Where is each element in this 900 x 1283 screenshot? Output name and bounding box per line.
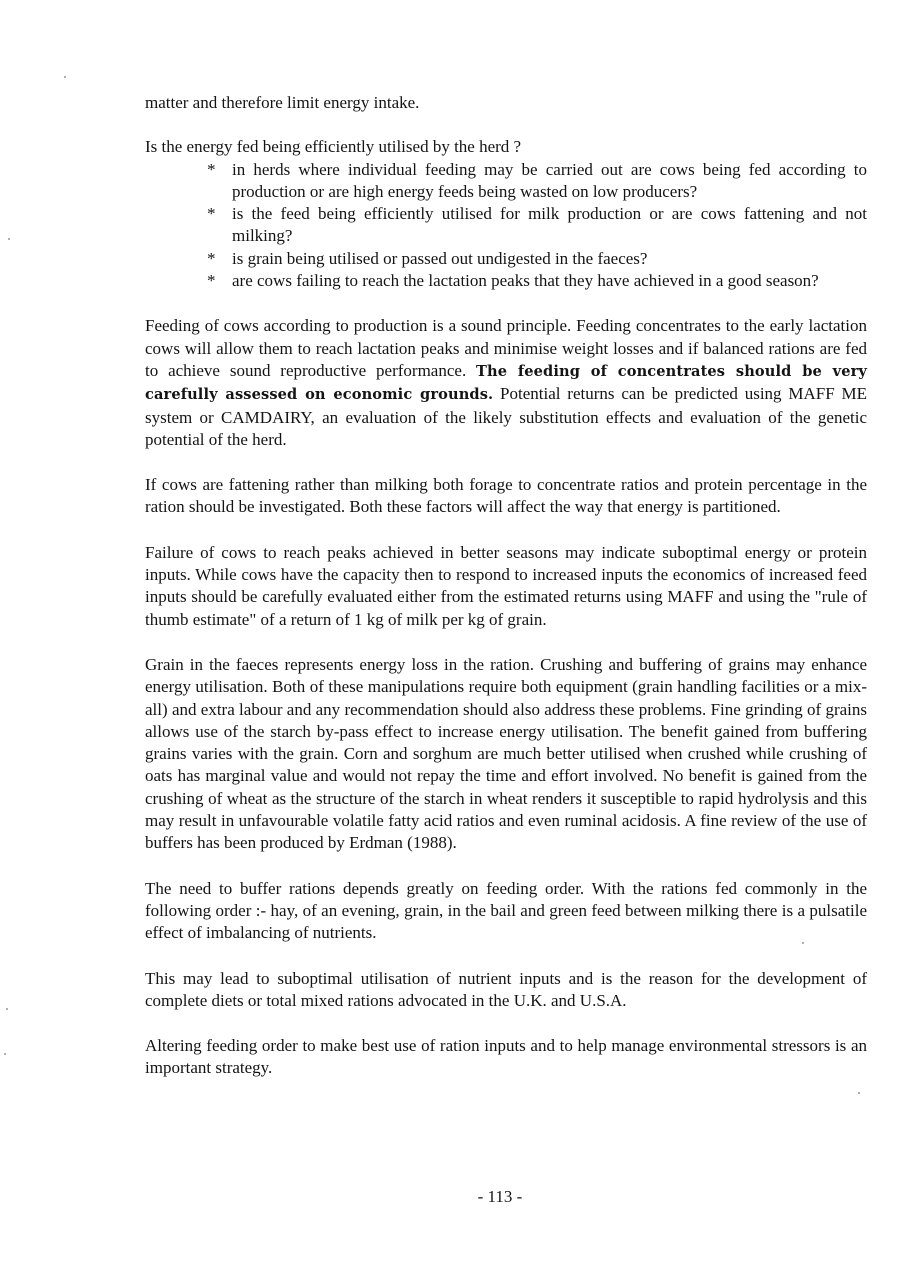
list-item bbox=[207, 203, 867, 248]
scan-speck bbox=[802, 942, 804, 944]
bullet-marker: * bbox=[207, 248, 216, 268]
scan-speck bbox=[8, 238, 10, 240]
paragraph-feeding-production bbox=[145, 315, 867, 451]
scan-speck bbox=[64, 76, 66, 78]
bullet-marker: * bbox=[207, 204, 216, 224]
emphasis-text: The feeding of concentrates should be very carefully assessed on economic grounds. bbox=[145, 362, 867, 404]
document-body bbox=[145, 92, 867, 1080]
scan-speck bbox=[6, 1008, 8, 1010]
paragraph-complete-diets: This may lead to suboptimal utilisation of nutrient inputs and is the reason for the development of complete diets or total mixed rations advocated in the U.K. and U.S.A. bbox=[145, 968, 867, 1010]
list-item bbox=[207, 270, 867, 292]
paragraph-text: Potential returns can be predicted using MAFF ME system or CAMDAIRY, an evaluation of the likely substitution effects and evaluation of the genetic potential of the herd. bbox=[145, 384, 867, 449]
scan-speck bbox=[4, 1053, 6, 1055]
page-number: - 113 - bbox=[477, 1187, 523, 1206]
paragraph-strategy: Altering feeding order to make best use of ration inputs and to help manage environmental stressors is an important strategy. bbox=[145, 1036, 867, 1078]
question-list bbox=[145, 159, 867, 293]
scan-speck bbox=[858, 1092, 860, 1094]
paragraph-lactation-peaks: Failure of cows to reach peaks achieved in better seasons may indicate suboptimal energy or protein inputs. While cows have the capacity then to respond to increased inputs the economics of increased feed inputs should be carefully evaluated either from the estimated returns using MAFF and using the "rule of thumb estimate" of a return of 1 kg of milk per kg of grain. bbox=[145, 542, 867, 629]
bullet-text: in herds where individual feeding may be carried out are cows being fed according to production or are high energy feeds being wasted on low producers? bbox=[232, 159, 867, 201]
bullet-marker: * bbox=[207, 271, 216, 291]
bullet-marker: * bbox=[207, 159, 216, 179]
question-heading: Is the energy fed being efficiently utilised by the herd ? bbox=[145, 137, 522, 157]
bullet-text: is the feed being efficiently utilised for milk production or are cows fattening and not milking? bbox=[232, 204, 867, 246]
list-item bbox=[207, 159, 867, 204]
list-item bbox=[207, 248, 867, 270]
paragraph-feeding-order: The need to buffer rations depends greatly on feeding order. With the rations fed commonly in the following order :- hay, of an evening, grain, in the bail and green feed between milking there is a pulsatile effect of imbalancing of nutrients. bbox=[145, 878, 867, 943]
paragraph-grain-faeces: Grain in the faeces represents energy loss in the ration. Crushing and buffering of grains may enhance energy utilisation. Both of these manipulations require both equipment (grain handling facilities or a mix-all) and extra labour and any recommendation should also address these problems. Fine grinding of grains allows use of the starch by-pass effect to increase energy utilisation. The benefit gained from buffering grains varies with the grain. Corn and sorghum are much better utilised when crushed while crushing of oats has marginal value and would not repay the time and effort involved. No benefit is gained from the crushing of wheat as the structure of the starch in wheat renders it susceptible to rapid hydrolysis and this may result in unfavourable volatile fatty acid ratios and even ruminal acidosis. A fine review of the use of buffers has been produced by Erdman (1988). bbox=[145, 654, 867, 853]
paragraph-fattening: If cows are fattening rather than milking both forage to concentrate ratios and protein percentage in the ration should be investigated. Both these factors will affect the way that energy is partitioned. bbox=[145, 475, 867, 517]
intro-line: matter and therefore limit energy intake. bbox=[145, 93, 420, 112]
paragraph-text: Feeding of cows according to production is a sound principle. Feeding concentrates to the early lactation cows will allow them to reach lactation peaks and minimise weight losses and if balanced rations are fed to achieve sound reproductive performance. bbox=[145, 316, 867, 380]
bullet-text: is grain being utilised or passed out undigested in the faeces? bbox=[232, 248, 648, 268]
bullet-text: are cows failing to reach the lactation peaks that they have achieved in a good season? bbox=[232, 271, 819, 291]
